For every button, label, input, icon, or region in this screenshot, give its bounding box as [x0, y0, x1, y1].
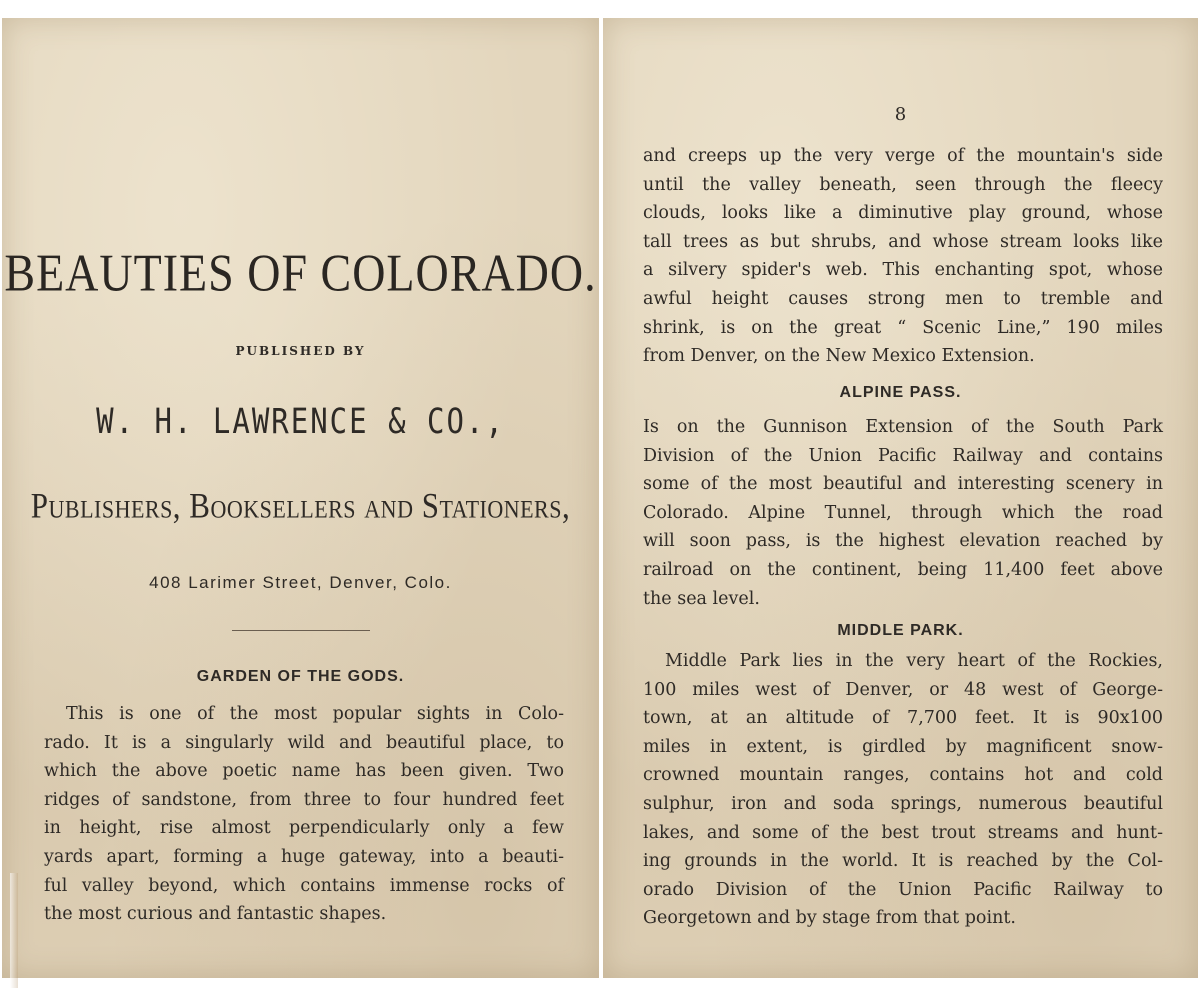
text-line: ridges of sandstone, from three to four hundred feet	[44, 789, 564, 810]
spine-edge	[10, 873, 18, 988]
publisher-address: 408 Larimer Street, Denver, Colo.	[149, 573, 452, 592]
text-line: rado. It is a singularly wild and beautiful place, to	[44, 732, 564, 753]
text-line: which the above poetic name has been given. Two	[44, 761, 564, 782]
text-line: orado Division of the Union Pacific Railway to	[643, 879, 1163, 900]
right-page	[603, 18, 1198, 978]
alpine-pass-text	[643, 413, 1163, 613]
text-line: Division of the Union Pacific Railway and contains	[643, 445, 1163, 466]
text-line: tall trees as but shrubs, and whose stream looks like	[643, 231, 1163, 252]
text-line: Colorado. Alpine Tunnel, through which the road	[643, 502, 1163, 523]
middle-park-text	[643, 647, 1163, 933]
text-line: and creeps up the very verge of the mountain's side	[643, 146, 1163, 166]
publisher-description: Publishers, Booksellers and Stationers,	[30, 485, 571, 526]
text-line: a silvery spider's web. This enchanting spot, whose	[643, 260, 1163, 281]
text-line: Middle Park lies in the very heart of the Rockies,	[665, 651, 1163, 671]
text-line: awful height causes strong men to tremble and	[643, 288, 1163, 309]
text-line: Is on the Gunnison Extension of the South Park	[643, 417, 1163, 437]
text-line: Georgetown and by stage from that point.	[643, 908, 1016, 929]
text-line: the most curious and fantastic shapes.	[44, 904, 387, 925]
text-line: clouds, looks like a diminutive play ground, whose	[643, 203, 1163, 224]
text-line: yards apart, forming a huge gateway, into a beauti-	[44, 846, 564, 867]
text-line: some of the most beautiful and interesting scenery in	[643, 474, 1163, 495]
text-line: until the valley beneath, seen through the fleecy	[643, 174, 1163, 195]
left-page	[2, 18, 599, 978]
text-line: will soon pass, is the highest elevation reached by	[643, 531, 1163, 552]
text-line: crowned mountain ranges, contains hot and cold	[643, 765, 1163, 786]
text-line: town, at an altitude of 7,700 feet. It is 90x100	[643, 708, 1163, 729]
text-line: miles in extent, is girdled by magnificent snow-	[643, 736, 1163, 757]
text-line: railroad on the continent, being 11,400 feet above	[643, 559, 1163, 580]
published-by-label: PUBLISHED BY	[235, 344, 366, 358]
garden-of-the-gods-text	[44, 700, 564, 929]
text-line: ing grounds in the world. It is reached by the Col-	[643, 851, 1163, 872]
text-line: This is one of the most popular sights in Colo-	[66, 704, 564, 724]
text-line: from Denver, on the New Mexico Extension.	[643, 346, 1035, 367]
text-line: sulphur, iron and soda springs, numerous beautiful	[643, 793, 1163, 814]
continued-text	[643, 142, 1163, 371]
publisher-name: W. H. LAWRENCE & CO.,	[96, 400, 505, 442]
divider-rule	[232, 630, 370, 631]
text-line: ful valley beyond, which contains immense rocks of	[44, 875, 564, 896]
section-heading-middle-park: MIDDLE PARK.	[837, 622, 964, 639]
text-line: the sea level.	[643, 588, 760, 609]
text-line: 100 miles west of Denver, or 48 west of George-	[643, 679, 1163, 700]
text-line: in height, rise almost perpendicularly only a few	[44, 818, 564, 839]
book-title: BEAUTIES OF COLORADO.	[4, 243, 597, 302]
section-heading-garden-of-the-gods: GARDEN OF THE GODS.	[196, 668, 405, 685]
text-line: lakes, and some of the best trout streams and hunt-	[643, 822, 1163, 843]
section-heading-alpine-pass: ALPINE PASS.	[839, 384, 962, 401]
page-number: 8	[894, 104, 907, 125]
text-line: shrink, is on the great “ Scenic Line,” 190 miles	[643, 317, 1163, 338]
